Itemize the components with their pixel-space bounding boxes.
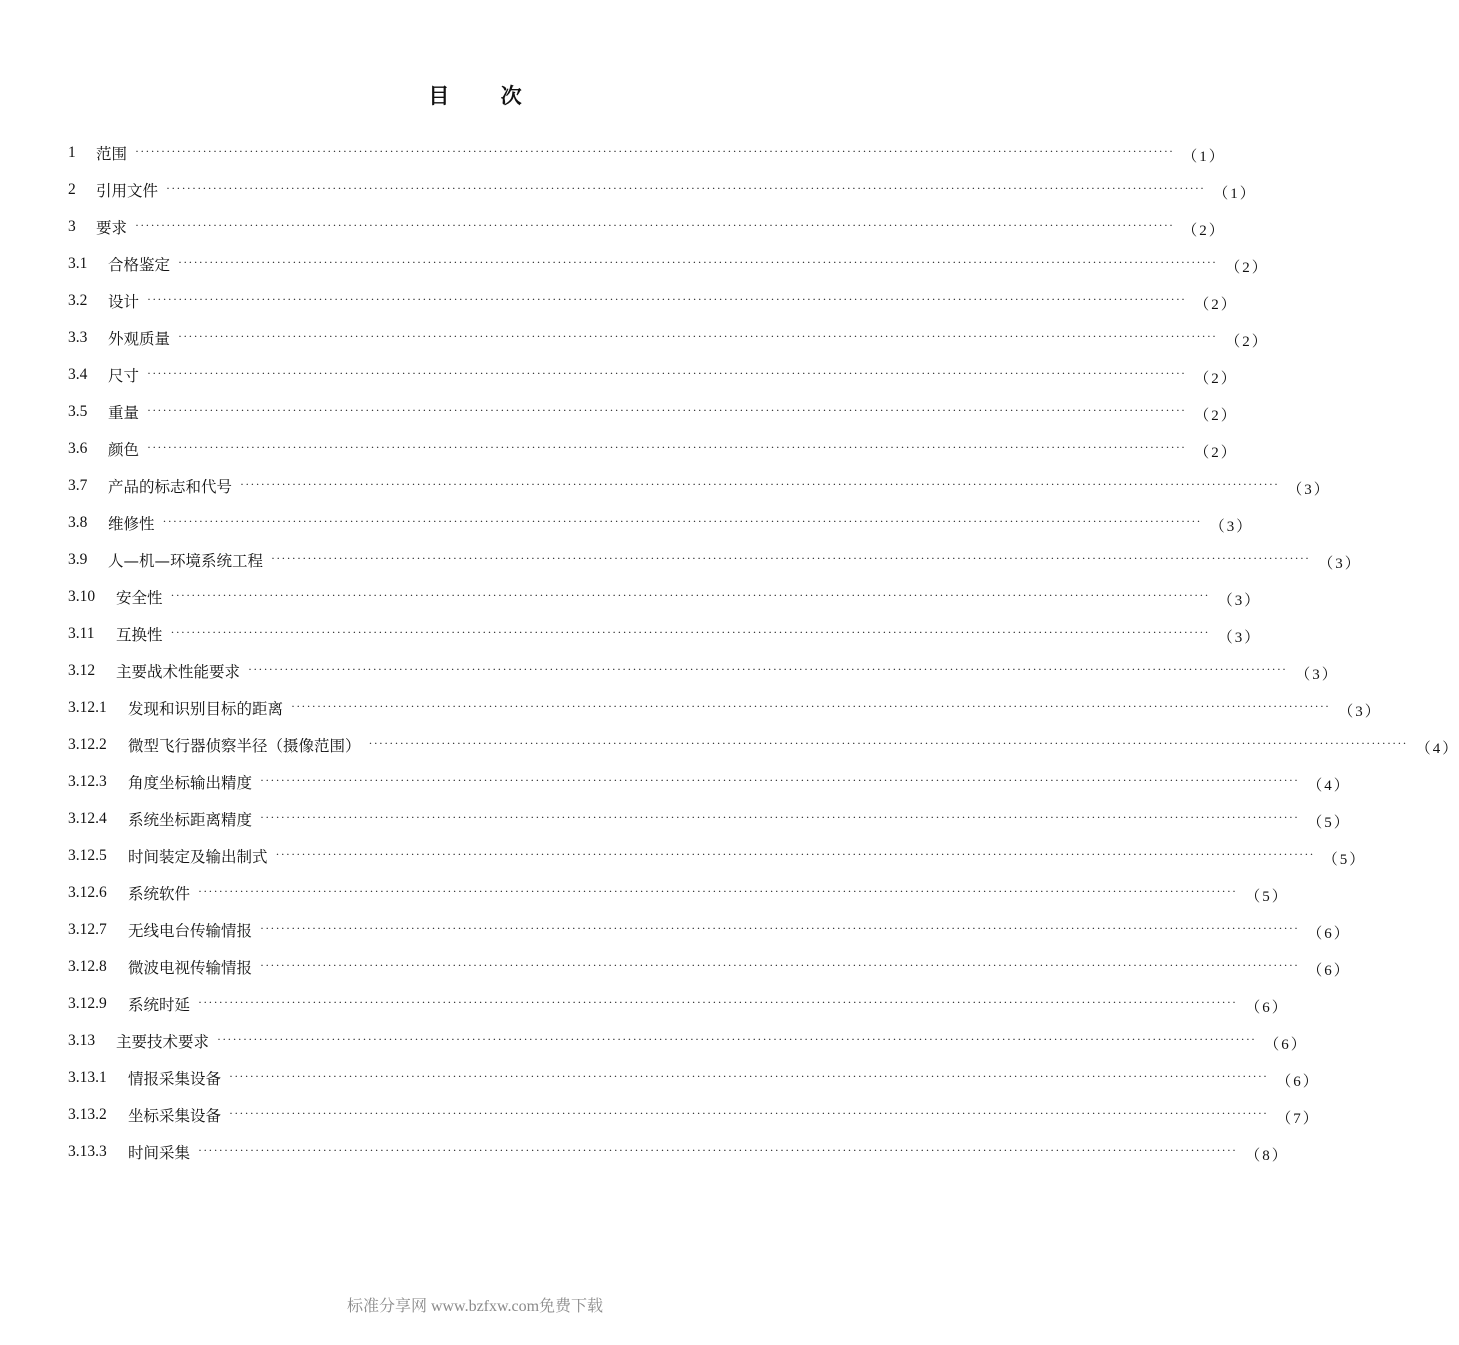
toc-entry[interactable] (68, 1065, 1320, 1091)
toc-entry-number: 3.12.3 (68, 773, 107, 790)
toc-entry[interactable] (68, 288, 1238, 314)
toc-entry[interactable] (68, 880, 1289, 906)
toc-entry-number: 2 (68, 181, 76, 198)
toc-dot-leader: ········································································································································································································ (260, 809, 1300, 824)
toc-entry-page: （3） (1318, 555, 1362, 572)
toc-entry-number: 3.12.4 (68, 810, 107, 827)
toc-dot-leader: ········································································································································································································ (170, 587, 1210, 602)
toc-entry-title: 颜色 (108, 441, 140, 459)
toc-entry-page: （6） (1307, 962, 1351, 979)
toc-entry[interactable] (68, 177, 1257, 203)
toc-dot-leader: ········································································································································································································ (198, 994, 1238, 1009)
toc-entry-page: （6） (1245, 999, 1289, 1016)
toc-entry[interactable] (68, 510, 1254, 536)
toc-dot-leader: ········································································································································································································ (217, 1031, 1257, 1046)
toc-entry-title: 角度坐标输出精度 (128, 774, 253, 792)
toc-entry-number: 3.5 (68, 403, 88, 420)
toc-dot-leader: ········································································································································································································ (135, 217, 1175, 232)
toc-dot-leader: ········································································································································································································ (240, 476, 1280, 491)
toc-entry-title: 系统软件 (128, 885, 191, 903)
toc-entry[interactable] (68, 140, 1226, 166)
toc-entry-title: 主要战术性能要求 (116, 663, 241, 681)
toc-entry-number: 3.11 (68, 625, 95, 642)
toc-entry[interactable] (68, 732, 1459, 758)
toc-entry-title: 互换性 (116, 626, 163, 644)
toc-entry[interactable] (68, 769, 1351, 795)
toc-entry-page: （6） (1276, 1073, 1320, 1090)
toc-entry-page: （3） (1295, 666, 1339, 683)
toc-entry[interactable] (68, 621, 1262, 647)
toc-entry-title: 合格鉴定 (108, 256, 171, 274)
toc-dot-leader: ········································································································································································································ (178, 328, 1218, 343)
toc-entry-number: 3.1 (68, 255, 88, 272)
toc-entry-page: （3） (1287, 481, 1331, 498)
toc-entry-number: 1 (68, 144, 76, 161)
toc-entry-title: 无线电台传输情报 (128, 922, 253, 940)
toc-entry-page: （2） (1225, 259, 1269, 276)
toc-entry[interactable] (68, 1102, 1320, 1128)
toc-entry-page: （5） (1322, 851, 1367, 868)
toc-entry[interactable] (68, 806, 1351, 832)
page-title: 目 次 (428, 84, 544, 108)
toc-entry[interactable] (68, 473, 1331, 499)
toc-entry[interactable] (68, 954, 1351, 980)
watermark-footer: 标准分享网 www.bzfxw.com免费下载 (346, 1298, 604, 1315)
toc-entry[interactable] (68, 362, 1238, 388)
toc-entry-page: （6） (1307, 925, 1351, 942)
toc-entry-number: 3.13 (68, 1032, 96, 1049)
toc-entry-title: 维修性 (108, 515, 155, 533)
toc-entry-page: （2） (1194, 444, 1238, 461)
toc-entry-title: 主要技术要求 (116, 1033, 210, 1051)
toc-entry-title: 时间采集 (128, 1144, 191, 1162)
toc-dot-leader: ········································································································································································································ (147, 365, 1187, 380)
toc-dot-leader: ········································································································································································································ (162, 513, 1202, 528)
toc-entry-page: （3） (1338, 703, 1382, 720)
toc-dot-leader: ········································································································································································································ (271, 550, 1311, 565)
toc-dot-leader: ········································································································································································································ (260, 957, 1300, 972)
toc-entry[interactable] (68, 843, 1367, 869)
toc-entry-page: （8） (1245, 1147, 1289, 1164)
toc-dot-leader: ········································································································································································································ (275, 846, 1315, 861)
toc-entry-number: 3.4 (68, 366, 88, 383)
toc-entry-number: 3.12.9 (68, 995, 107, 1012)
toc-entry-page: （5） (1245, 888, 1289, 905)
toc-entry-page: （2） (1194, 407, 1238, 424)
toc-entry-title: 微型飞行器侦察半径（摄像范围） (128, 737, 361, 755)
toc-entry-title: 情报采集设备 (128, 1070, 222, 1088)
toc-entry[interactable] (68, 991, 1289, 1017)
toc-dot-leader: ········································································································································································································ (135, 143, 1175, 158)
toc-dot-leader: ········································································································································································································ (198, 1142, 1238, 1157)
toc-entry-number: 3.12.7 (68, 921, 107, 938)
toc-entry-page: （1） (1182, 148, 1226, 165)
toc-entry-page: （2） (1194, 296, 1238, 313)
toc-entry-number: 3.8 (68, 514, 88, 531)
toc-entry-title: 发现和识别目标的距离 (128, 700, 284, 718)
toc-entry-number: 3.12.5 (68, 847, 107, 864)
toc-entry-number: 3.12.2 (68, 736, 107, 753)
toc-entry-page: （3） (1217, 629, 1262, 646)
toc-dot-leader: ········································································································································································································ (147, 291, 1187, 306)
toc-entry-title: 范围 (96, 145, 128, 163)
toc-entry[interactable] (68, 1028, 1308, 1054)
toc-dot-leader: ········································································································································································································ (248, 661, 1288, 676)
toc-entry[interactable] (68, 325, 1269, 351)
toc-entry-title: 外观质量 (108, 330, 171, 348)
toc-entry-title: 微波电视传输情报 (128, 959, 253, 977)
toc-entry-page: （7） (1276, 1110, 1320, 1127)
toc-dot-leader: ········································································································································································································ (198, 883, 1238, 898)
toc-entry-page: （3） (1217, 592, 1262, 609)
toc-entry-number: 3.3 (68, 329, 88, 346)
toc-entry-page: （4） (1307, 777, 1351, 794)
toc-entry[interactable] (68, 251, 1269, 277)
toc-entry[interactable] (68, 584, 1262, 610)
toc-entry-title: 系统时延 (128, 996, 191, 1014)
toc-entry[interactable] (68, 436, 1238, 462)
toc-entry-page: （5） (1307, 814, 1351, 831)
toc-dot-leader: ········································································································································································································ (260, 772, 1300, 787)
toc-entry-title: 系统坐标距离精度 (128, 811, 253, 829)
toc-entry-number: 3.9 (68, 551, 88, 568)
toc-entry[interactable] (68, 214, 1226, 240)
toc-dot-leader: ········································································································································································································ (229, 1105, 1269, 1120)
toc-entry-title: 产品的标志和代号 (108, 478, 233, 496)
toc-dot-leader: ········································································································································································································ (147, 439, 1187, 454)
toc-entry[interactable] (68, 917, 1351, 943)
toc-entry-title: 人—机—环境系统工程 (108, 552, 264, 570)
toc-entry-title: 坐标采集设备 (128, 1107, 222, 1125)
toc-entry-title: 时间装定及输出制式 (128, 848, 268, 866)
toc-dot-leader: ········································································································································································································ (291, 698, 1331, 713)
toc-entry-number: 3.12.6 (68, 884, 107, 901)
toc-entry-page: （4） (1415, 740, 1459, 757)
toc-entry[interactable] (68, 547, 1362, 573)
toc-entry-number: 3.7 (68, 477, 88, 494)
toc-entry-number: 3.13.2 (68, 1106, 107, 1123)
toc-dot-leader: ········································································································································································································ (170, 624, 1210, 639)
toc-entry-title: 设计 (108, 293, 140, 311)
toc-entry-title: 重量 (108, 404, 140, 422)
toc-entry-page: （2） (1225, 333, 1269, 350)
toc-dot-leader: ········································································································································································································ (178, 254, 1218, 269)
toc-dot-leader: ········································································································································································································ (368, 735, 1408, 750)
toc-dot-leader: ········································································································································································································ (229, 1068, 1269, 1083)
toc-entry-title: 安全性 (116, 589, 163, 607)
toc-dot-leader: ········································································································································································································ (147, 402, 1187, 417)
toc-entry-number: 3.12.8 (68, 958, 107, 975)
toc-entry[interactable] (68, 695, 1382, 721)
toc-entry-number: 3.12 (68, 662, 96, 679)
toc-entry-number: 3.12.1 (68, 699, 107, 716)
toc-entry[interactable] (68, 1139, 1289, 1165)
toc-dot-leader: ········································································································································································································ (166, 180, 1206, 195)
toc-entry-title: 要求 (96, 219, 128, 237)
toc-entry-number: 3 (68, 218, 76, 235)
toc-entry[interactable] (68, 658, 1339, 684)
toc-entry-title: 引用文件 (96, 182, 159, 200)
toc-entry-page: （1） (1213, 185, 1257, 202)
toc-entry-page: （3） (1209, 518, 1254, 535)
toc-entry-number: 3.6 (68, 440, 88, 457)
toc-entry-number: 3.13.1 (68, 1069, 107, 1086)
toc-entry-page: （2） (1194, 370, 1238, 387)
toc-entry-page: （6） (1264, 1036, 1308, 1053)
toc-entry-title: 尺寸 (108, 367, 140, 385)
toc-entry-number: 3.10 (68, 588, 96, 605)
toc-dot-leader: ········································································································································································································ (260, 920, 1300, 935)
toc-entry-number: 3.13.3 (68, 1143, 107, 1160)
toc-entry-page: （2） (1182, 222, 1226, 239)
toc-entry[interactable] (68, 399, 1238, 425)
toc-entry-number: 3.2 (68, 292, 88, 309)
